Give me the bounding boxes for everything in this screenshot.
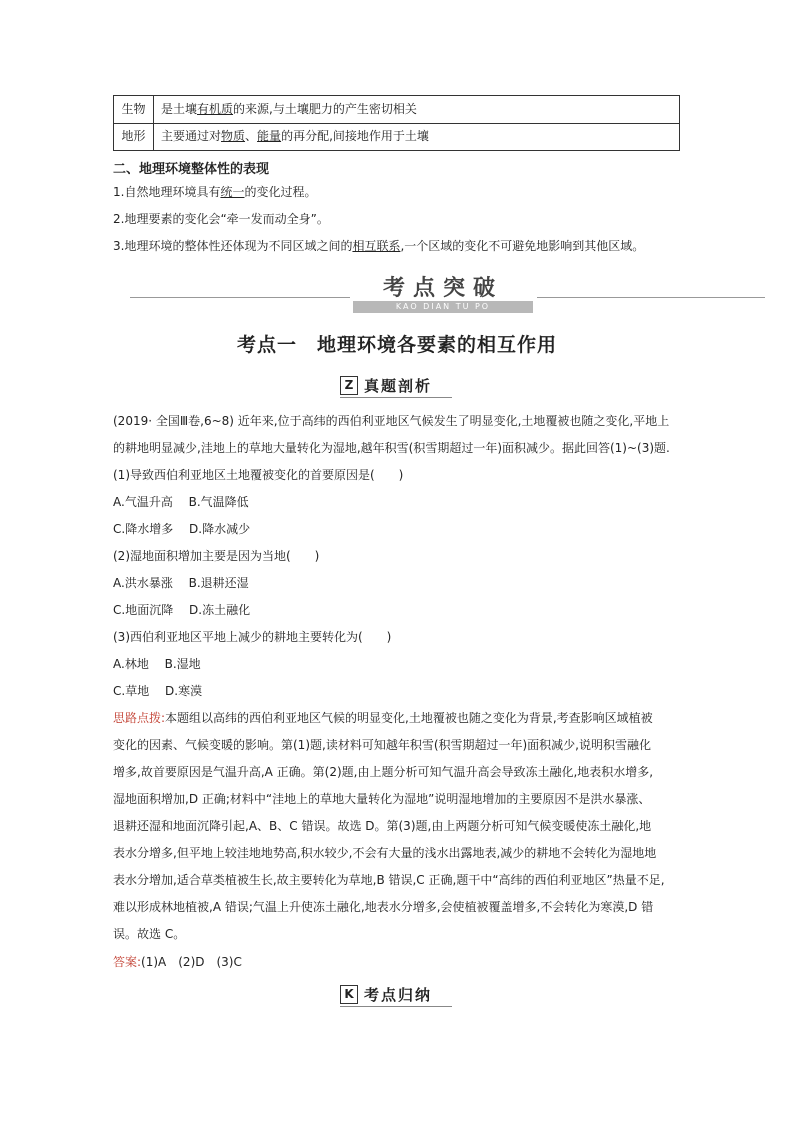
- tag-label: 考点归纳: [364, 986, 433, 1004]
- list-item: [113, 238, 644, 254]
- topic-title: 考点一 地理环境各要素的相互作用: [236, 334, 557, 356]
- banner-subtitle: KAO DIAN TU PO: [353, 301, 533, 313]
- banner-line-left: [130, 297, 350, 298]
- table-row-header: 生物: [114, 96, 154, 123]
- hint-line: 湿地面积增加,D 正确;材料中“洼地上的草地大量转化为湿地”说明湿地增加的主要原因不是洪水暴涨、: [113, 792, 651, 806]
- cell-text: 的来源,与土壤肥力的产生密切相关: [233, 102, 417, 116]
- item-text: 1.自然地理环境具有: [113, 185, 221, 199]
- underlined-term: 物质: [221, 129, 246, 143]
- hint-line: 变化的因素、气候变暖的影响。第(1)题,读材料可知越年积雪(积雪期超过一年)面积减少,说明积雪融化: [113, 738, 651, 752]
- kaodian-guina-tag: [340, 985, 452, 1007]
- options-cd: C.草地 D.寒漠: [113, 684, 203, 698]
- options-ab: A.气温升高 B.气温降低: [113, 495, 249, 509]
- section-heading: 二、地理环境整体性的表现: [113, 162, 270, 177]
- item-text: ,一个区域的变化不可避免地影响到其他区域。: [400, 239, 645, 253]
- hint-line: 退耕还湿和地面沉降引起,A、B、C 错误。故选 D。第(3)题,由上两题分析可知气候变暖使冻土融化,地: [113, 819, 652, 833]
- question-3: (3)西伯利亚地区平地上减少的耕地主要转化为( ): [113, 630, 392, 644]
- options-ab: A.洪水暴涨 B.退耕还湿: [113, 576, 249, 590]
- options-cd: C.降水增多 D.降水减少: [113, 522, 251, 536]
- answer-text: (1)A (2)D (3)C: [141, 955, 242, 969]
- hint-line: 表水分增多,但平地上较洼地地势高,积水较少,不会有大量的浅水出露地表,减少的耕地不会转化为湿地地: [113, 846, 657, 860]
- cell-text: 的再分配,间接地作用于土壤: [281, 129, 429, 143]
- hint-line: [113, 709, 653, 726]
- tag-underline: [340, 1006, 452, 1007]
- table-cell: [161, 96, 417, 123]
- answer-label: 答案:: [113, 955, 142, 969]
- cell-text: 是土壤: [161, 102, 198, 116]
- banner-line-right: [537, 297, 765, 298]
- table-row: [114, 96, 679, 124]
- underlined-term: 能量: [257, 129, 282, 143]
- table-row: [114, 123, 679, 150]
- hint-line: 表水分增加,适合草类植被生长,故主要转化为草地,B 错误,C 正确,题干中“高纬的西伯利亚地区”热量不足,: [113, 873, 665, 887]
- hint-line: 难以形成林地植被,A 错误;气温上升使冻土融化,地表水分增多,会使植被覆盖增多,不会转化为寒漠,D 错: [113, 900, 654, 914]
- z-letter-icon: Z: [340, 376, 358, 395]
- question-stem: (2019· 全国Ⅲ卷,6~8) 近年来,位于高纬的西伯利亚地区气候发生了明显变化,土地覆被也随之变化,平地上: [113, 414, 670, 428]
- underlined-term: 统一: [220, 185, 245, 199]
- cell-text: 、: [245, 129, 258, 143]
- question-1: (1)导致西伯利亚地区土地覆被变化的首要原因是( ): [113, 468, 404, 482]
- underlined-term: 相互联系: [352, 239, 401, 253]
- item-text: 3.地理环境的整体性还体现为不同区域之间的: [113, 239, 353, 253]
- hint-text: 本题组以高纬的西伯利亚地区气候的明显变化,土地覆被也随之变化为背景,考查影响区域植被: [165, 711, 653, 725]
- options-cd: C.地面沉降 D.冻土融化: [113, 603, 251, 617]
- underlined-term: 有机质: [197, 102, 234, 116]
- hint-line: 增多,故首要原因是气温升高,A 正确。第(2)题,由上题分析可知气温升高会导致冻土融化,地表积水增多,: [113, 765, 654, 779]
- table-cell: [161, 123, 429, 150]
- question-stem: 的耕地明显减少,洼地上的草地大量转化为湿地,越年积雪(积雪期超过一年)面积减少。据此回答(1)~(3)题.: [113, 441, 670, 455]
- banner-title: 考点突破: [382, 276, 503, 301]
- question-2: (2)湿地面积增加主要是因为当地( ): [113, 549, 320, 563]
- table-row-header: 地形: [114, 123, 154, 150]
- soil-factors-table: [113, 95, 680, 151]
- tag-label: 真题剖析: [364, 377, 433, 395]
- zhenti-tag: [340, 376, 452, 398]
- item-text: 的变化过程。: [244, 185, 317, 199]
- options-ab: A.林地 B.湿地: [113, 657, 201, 671]
- list-item: 2.地理要素的变化会“牵一发而动全身”。: [113, 212, 329, 226]
- tag-underline: [340, 397, 452, 398]
- section-banner: [353, 269, 533, 317]
- answer-line: [113, 953, 242, 970]
- list-item: [113, 184, 316, 200]
- cell-text: 主要通过对: [161, 129, 222, 143]
- k-letter-icon: K: [340, 985, 358, 1004]
- hint-label: 思路点拨:: [113, 711, 166, 725]
- hint-line: 误。故选 C。: [113, 927, 186, 941]
